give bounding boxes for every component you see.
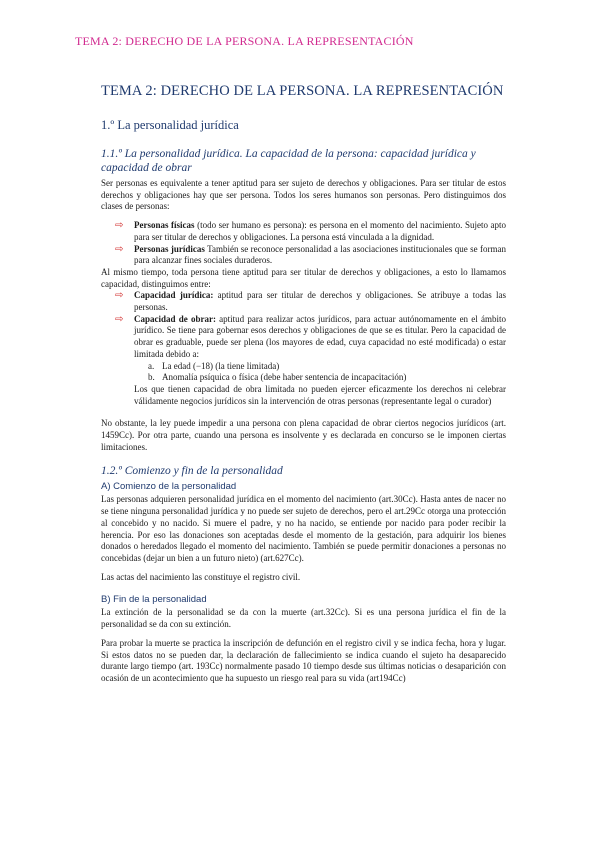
list-capacidad — [101, 290, 506, 360]
sublist-limitaciones — [101, 361, 506, 384]
sublist-item — [148, 361, 506, 373]
sublist-text: Anomalía psíquica o física (debe haber sentencia de incapacitación) — [162, 372, 407, 383]
list-item — [115, 220, 506, 243]
paragraph-capacidad-limitada: Los que tienen capacidad de obra limitada no pueden ejercer eficazmente los derechos ni celebrar válidamente negocios jurídicos sin la intervención de otras personas (representante legal o curador) — [134, 383, 506, 406]
heading-fin: B) Fin de la personalidad — [101, 594, 207, 606]
subsection-heading-1-2: 1.2.º Comienzo y fin de la personalidad — [101, 465, 283, 478]
sublist-marker: b. — [148, 372, 155, 383]
arrow-bullet-icon: ⇨ — [115, 220, 124, 232]
list-item — [115, 244, 506, 267]
paragraph-capacidad: Al mismo tiempo, toda persona tiene aptitud para ser titular de derechos y obligaciones, a esto lo llamamos capacidad, distinguimos entre: — [101, 266, 506, 289]
list-item-term: Personas jurídicas — [134, 243, 205, 254]
paragraph-comienzo: Las personas adquieren personalidad jurídica en el momento del nacimiento (art.30Cc). Hasta antes de nacer no se tiene ninguna personalidad jurídica y no puede ser sujeto de derechos, pero el art.29Cc otorga una protección al concebido y no nacido. Si muere el padre, y no ha nacido, se entiende por nacido para poder recibir la herencia. Por eso las donaciones son aceptadas desde el momento de la gestación, para adquirir los bienes donados o heredados llegado el momento del nacimiento. También se puede permitir donaciones a personas no concebidas (dejar un bien a un futuro nieto) (art.627Cc). — [101, 494, 506, 563]
paragraph-registro-civil: Las actas del nacimiento las constituye el registro civil. — [101, 571, 301, 582]
document-body — [101, 83, 506, 685]
list-item-text: aptitud para ser titular de derechos y obligaciones. Se atribuye a todas las personas. — [134, 290, 506, 313]
list-item-term: Capacidad jurídica: — [134, 290, 214, 301]
paragraph-limitaciones-ley: No obstante, la ley puede impedir a una persona con plena capacidad de obrar ciertos negocios jurídicos (art. 1459Cc). Por otra parte, cuando una persona es insolvente y es declarada en concurso se le imponen ciertas limitaciones. — [101, 418, 506, 452]
paragraph-extincion: La extinción de la personalidad se da con la muerte (art.32Cc). Si es una persona jurídica el fin de la personalidad se da con su extinción. — [101, 607, 506, 630]
section-heading-1: 1.º La personalidad jurídica — [101, 118, 239, 132]
arrow-bullet-icon: ⇨ — [115, 290, 124, 302]
list-item-text: aptitud para realizar actos jurídicos, para actuar autónomamente en el ámbito jurídico. Se tiene para gobernar esos derechos y obligaciones de que se es titular. Pero la capacidad de obrar es graduable, puede ser plena (los mayores de edad, cuya capacidad no esté modificada) o estar limitada debido a: — [134, 313, 506, 359]
heading-comienzo: A) Comienzo de la personalidad — [101, 481, 237, 493]
sublist-text: La edad (−18) (la tiene limitada) — [162, 360, 280, 371]
paragraph-personas: Ser personas es equivalente a tener aptitud para ser sujeto de derechos y obligaciones. Para ser titular de estos derechos y obligaciones hay que ser persona. Todos los seres humanos son personas. Pero distinguimos dos clases de personas: — [101, 178, 506, 212]
paragraph-prueba-muerte: Para probar la muerte se practica la inscripción de defunción en el registro civil y se indica fecha, hora y lugar. Si estos datos no se pueden dar, la declaración de fallecimiento se indica cuando el sujeto ha desaparecido durante largo tiempo (art. 193Cc) normalmente pasado 10 tiempo desde sus últimas noticias o desaparición con ocasión de un acontecimiento que ha supuesto un riesgo real para su vida (art194Cc) — [101, 637, 506, 683]
subsection-heading-1-1: 1.1.º La personalidad jurídica. La capacidad de la persona: capacidad jurídica y capacidad de obrar — [101, 148, 476, 174]
list-item — [115, 314, 506, 361]
list-item-term: Capacidad de obrar: — [134, 313, 216, 324]
arrow-bullet-icon: ⇨ — [115, 313, 124, 325]
list-item — [115, 290, 506, 313]
list-tipos-persona — [101, 220, 506, 267]
list-item-text: También se reconoce personalidad a las asociaciones institucionales que se forman para alcanzar fines sociales duraderos. — [134, 243, 506, 266]
list-item-term: Personas físicas — [134, 220, 195, 231]
list-item-text: (todo ser humano es persona): es persona en el momento del nacimiento. Sujeto apto para ser titular de derechos y obligaciones. La persona está vinculada a la dignidad. — [134, 220, 507, 242]
arrow-bullet-icon: ⇨ — [115, 243, 124, 255]
sublist-item — [148, 372, 506, 384]
running-header: TEMA 2: DERECHO DE LA PERSONA. LA REPRESENTACIÓN — [75, 34, 414, 48]
sublist-marker: a. — [148, 360, 155, 371]
document-title: TEMA 2: DERECHO DE LA PERSONA. LA REPRESENTACIÓN — [101, 83, 504, 99]
